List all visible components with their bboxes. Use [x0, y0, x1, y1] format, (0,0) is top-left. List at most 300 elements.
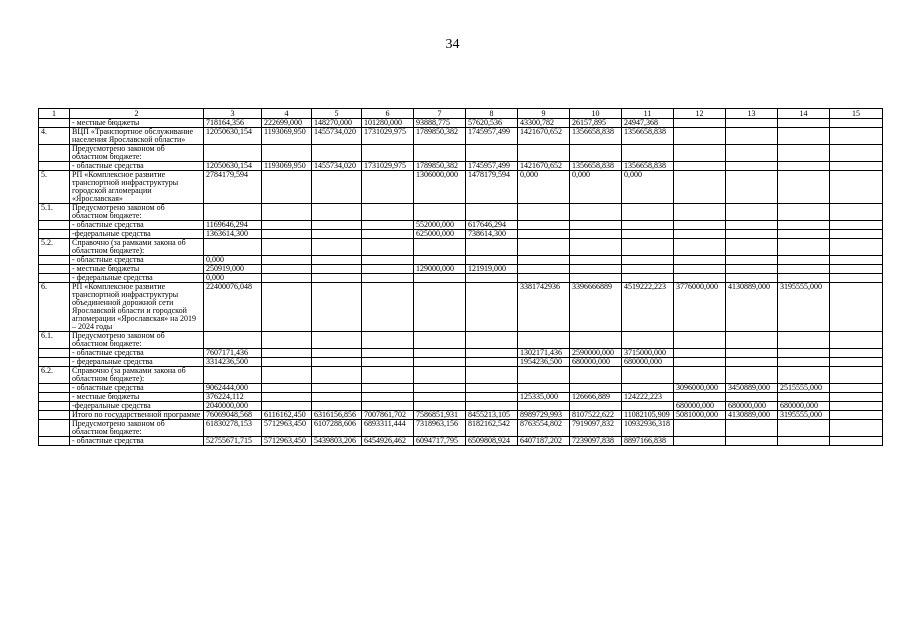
value-cell — [518, 145, 570, 162]
value-cell — [262, 256, 312, 265]
value-cell — [414, 274, 466, 283]
column-number-cell: 13 — [726, 109, 778, 119]
value-cell — [778, 171, 830, 204]
value-cell — [262, 274, 312, 283]
value-cell — [778, 204, 830, 221]
value-cell: 10932936,318 — [622, 420, 674, 437]
value-cell: 125335,000 — [518, 393, 570, 402]
value-cell — [622, 367, 674, 384]
value-cell: 4519222,223 — [622, 283, 674, 332]
value-cell — [674, 145, 726, 162]
value-cell — [414, 384, 466, 393]
value-cell — [312, 204, 362, 221]
table-row — [39, 283, 883, 332]
value-cell: 1302171,436 — [518, 349, 570, 358]
column-number-cell: 9 — [518, 109, 570, 119]
column-number-cell: 14 — [778, 109, 830, 119]
value-cell: 2040000,000 — [204, 402, 262, 411]
value-cell — [726, 239, 778, 256]
value-cell: 7919097,832 — [570, 420, 622, 437]
value-cell — [262, 358, 312, 367]
value-cell — [262, 221, 312, 230]
value-cell — [674, 171, 726, 204]
value-cell — [778, 145, 830, 162]
value-cell — [622, 230, 674, 239]
value-cell — [726, 171, 778, 204]
value-cell: 0,000 — [622, 171, 674, 204]
value-cell — [726, 221, 778, 230]
table-row — [39, 437, 883, 446]
row-label-cell: Предусмотрено законом об областном бюджете: — [70, 145, 204, 162]
value-cell: 129000,000 — [414, 265, 466, 274]
value-cell: 738614,300 — [466, 230, 518, 239]
value-cell — [570, 402, 622, 411]
row-number-cell — [39, 162, 70, 171]
value-cell: 1421670,652 — [518, 128, 570, 145]
value-cell: 1455734,020 — [312, 128, 362, 145]
value-cell: 2784179,594 — [204, 171, 262, 204]
value-cell: 3381742936 — [518, 283, 570, 332]
row-label-cell: - местные бюджеты — [70, 265, 204, 274]
row-number-cell: 6.2. — [39, 367, 70, 384]
value-cell — [622, 402, 674, 411]
table-row — [39, 204, 883, 221]
value-cell — [312, 332, 362, 349]
value-cell — [414, 349, 466, 358]
value-cell: 8897166,838 — [622, 437, 674, 446]
value-cell: 3195555,000 — [778, 283, 830, 332]
value-cell — [362, 239, 414, 256]
value-cell: 11082105,909 — [622, 411, 674, 420]
value-cell — [312, 393, 362, 402]
value-cell — [778, 128, 830, 145]
value-cell — [622, 384, 674, 393]
value-cell — [466, 393, 518, 402]
value-cell — [262, 265, 312, 274]
value-cell — [778, 265, 830, 274]
value-cell: 376224,112 — [204, 393, 262, 402]
value-cell: 1356658,838 — [622, 128, 674, 145]
row-number-cell — [39, 358, 70, 367]
value-cell: 2590000,000 — [570, 349, 622, 358]
value-cell — [312, 283, 362, 332]
value-cell — [414, 145, 466, 162]
value-cell — [414, 239, 466, 256]
row-number-cell: 5. — [39, 171, 70, 204]
value-cell — [262, 145, 312, 162]
value-cell — [362, 145, 414, 162]
value-cell — [830, 171, 883, 204]
value-cell — [204, 204, 262, 221]
value-cell — [466, 332, 518, 349]
value-cell: 1478179,594 — [466, 171, 518, 204]
value-cell — [830, 283, 883, 332]
row-label-cell: - областные средства — [70, 221, 204, 230]
value-cell: 8763554,802 — [518, 420, 570, 437]
value-cell: 57620,536 — [466, 119, 518, 128]
table-row — [39, 256, 883, 265]
value-cell — [262, 230, 312, 239]
value-cell — [518, 256, 570, 265]
value-cell — [830, 119, 883, 128]
value-cell — [518, 274, 570, 283]
value-cell — [778, 420, 830, 437]
value-cell — [414, 402, 466, 411]
value-cell — [830, 265, 883, 274]
value-cell — [726, 162, 778, 171]
value-cell: 6509808,924 — [466, 437, 518, 446]
column-number-cell: 7 — [414, 109, 466, 119]
column-number-cell: 6 — [362, 109, 414, 119]
value-cell: 4130889,000 — [726, 283, 778, 332]
value-cell — [778, 274, 830, 283]
value-cell: 7586851,931 — [414, 411, 466, 420]
value-cell — [778, 256, 830, 265]
value-cell — [414, 358, 466, 367]
value-cell: 0,000 — [204, 256, 262, 265]
value-cell — [362, 402, 414, 411]
value-cell: 617646,294 — [466, 221, 518, 230]
value-cell — [466, 384, 518, 393]
column-number-cell: 8 — [466, 109, 518, 119]
row-label-cell: - областные средства — [70, 162, 204, 171]
row-number-cell — [39, 437, 70, 446]
value-cell: 93888,775 — [414, 119, 466, 128]
value-cell — [726, 349, 778, 358]
value-cell — [362, 265, 414, 274]
value-cell: 0,000 — [570, 171, 622, 204]
row-label-cell: - местные бюджеты — [70, 393, 204, 402]
value-cell — [312, 256, 362, 265]
value-cell: 552000,000 — [414, 221, 466, 230]
value-cell — [262, 393, 312, 402]
value-cell: 7007861,702 — [362, 411, 414, 420]
row-number-cell — [39, 393, 70, 402]
value-cell: 1193069,950 — [262, 162, 312, 171]
table-row — [39, 358, 883, 367]
value-cell — [312, 171, 362, 204]
table-row — [39, 128, 883, 145]
page-number: 34 — [445, 37, 460, 52]
value-cell — [830, 349, 883, 358]
value-cell — [414, 332, 466, 349]
value-cell — [778, 437, 830, 446]
value-cell — [262, 283, 312, 332]
column-number-cell: 15 — [830, 109, 883, 119]
value-cell — [726, 256, 778, 265]
table-row — [39, 384, 883, 393]
value-cell: 1193069,950 — [262, 128, 312, 145]
column-number-cell: 12 — [674, 109, 726, 119]
value-cell — [414, 256, 466, 265]
value-cell: 4130889,000 — [726, 411, 778, 420]
value-cell: 680000,000 — [674, 402, 726, 411]
value-cell: 5081000,000 — [674, 411, 726, 420]
value-cell: 1731029,975 — [362, 162, 414, 171]
value-cell — [466, 402, 518, 411]
budget-table — [38, 108, 883, 446]
row-number-cell: 5.2. — [39, 239, 70, 256]
value-cell — [778, 367, 830, 384]
value-cell: 121919,000 — [466, 265, 518, 274]
table-row — [39, 162, 883, 171]
value-cell — [362, 393, 414, 402]
value-cell: 6893311,444 — [362, 420, 414, 437]
value-cell: 2515555,000 — [778, 384, 830, 393]
value-cell — [830, 384, 883, 393]
value-cell — [204, 145, 262, 162]
row-label-cell: Справочно (за рамками закона об областном бюджете): — [70, 239, 204, 256]
value-cell — [622, 221, 674, 230]
table-row — [39, 349, 883, 358]
row-number-cell — [39, 420, 70, 437]
value-cell — [830, 402, 883, 411]
value-cell: 24947,368 — [622, 119, 674, 128]
row-number-cell — [39, 402, 70, 411]
row-label-cell: -федеральные средства — [70, 402, 204, 411]
value-cell — [570, 274, 622, 283]
value-cell: 0,000 — [204, 274, 262, 283]
value-cell — [570, 256, 622, 265]
value-cell — [674, 332, 726, 349]
value-cell — [518, 204, 570, 221]
value-cell — [570, 230, 622, 239]
value-cell — [312, 221, 362, 230]
row-number-cell — [39, 119, 70, 128]
table-row — [39, 119, 883, 128]
row-label-cell: Предусмотрено законом об областном бюджете: — [70, 332, 204, 349]
value-cell — [362, 171, 414, 204]
value-cell — [518, 402, 570, 411]
row-label-cell: - федеральные средства — [70, 358, 204, 367]
value-cell — [466, 358, 518, 367]
value-cell: 3195555,000 — [778, 411, 830, 420]
value-cell — [312, 265, 362, 274]
value-cell — [726, 358, 778, 367]
value-cell — [312, 145, 362, 162]
value-cell — [622, 145, 674, 162]
value-cell: 8182162,542 — [466, 420, 518, 437]
row-number-cell: 5.1. — [39, 204, 70, 221]
column-number-cell: 3 — [204, 109, 262, 119]
value-cell: 3715000,000 — [622, 349, 674, 358]
value-cell — [830, 332, 883, 349]
value-cell: 8107522,622 — [570, 411, 622, 420]
value-cell: 222699,000 — [262, 119, 312, 128]
value-cell — [204, 367, 262, 384]
row-label-cell: - областные средства — [70, 256, 204, 265]
column-number-cell: 2 — [70, 109, 204, 119]
value-cell: 680000,000 — [778, 402, 830, 411]
value-cell: 3396666889 — [570, 283, 622, 332]
value-cell — [674, 367, 726, 384]
row-label-cell: Итого по государственной программе — [70, 411, 204, 420]
value-cell — [312, 230, 362, 239]
value-cell — [674, 349, 726, 358]
value-cell — [262, 384, 312, 393]
value-cell — [830, 204, 883, 221]
row-number-cell — [39, 274, 70, 283]
value-cell: 52755671,715 — [204, 437, 262, 446]
value-cell — [262, 171, 312, 204]
value-cell — [312, 358, 362, 367]
value-cell — [830, 145, 883, 162]
table-row — [39, 230, 883, 239]
value-cell: 1745957,499 — [466, 162, 518, 171]
value-cell — [570, 221, 622, 230]
value-cell: 9062444,000 — [204, 384, 262, 393]
value-cell: 6107288,606 — [312, 420, 362, 437]
value-cell: 7318963,156 — [414, 420, 466, 437]
value-cell: 1421670,652 — [518, 162, 570, 171]
value-cell — [262, 367, 312, 384]
value-cell — [726, 145, 778, 162]
value-cell: 12050630,154 — [204, 128, 262, 145]
value-cell — [674, 274, 726, 283]
value-cell — [778, 239, 830, 256]
value-cell — [262, 204, 312, 221]
value-cell: 680000,000 — [726, 402, 778, 411]
row-label-cell: - местные бюджеты — [70, 119, 204, 128]
value-cell — [778, 332, 830, 349]
value-cell — [570, 265, 622, 274]
row-label-cell: Справочно (за рамками закона об областном бюджете): — [70, 367, 204, 384]
value-cell: 43300,782 — [518, 119, 570, 128]
value-cell — [362, 274, 414, 283]
column-number-cell: 5 — [312, 109, 362, 119]
value-cell — [830, 420, 883, 437]
table-row — [39, 274, 883, 283]
value-cell: 3450889,000 — [726, 384, 778, 393]
table-row — [39, 402, 883, 411]
value-cell — [204, 239, 262, 256]
value-cell — [414, 367, 466, 384]
row-label-cell: -федеральные средства — [70, 230, 204, 239]
value-cell — [674, 358, 726, 367]
value-cell — [414, 283, 466, 332]
value-cell — [830, 358, 883, 367]
value-cell — [312, 274, 362, 283]
header-row — [39, 109, 883, 119]
value-cell — [312, 239, 362, 256]
value-cell — [778, 162, 830, 171]
value-cell — [830, 230, 883, 239]
value-cell: 26157,895 — [570, 119, 622, 128]
value-cell — [362, 221, 414, 230]
value-cell — [830, 221, 883, 230]
value-cell — [778, 230, 830, 239]
row-number-cell — [39, 349, 70, 358]
value-cell — [830, 393, 883, 402]
value-cell — [362, 283, 414, 332]
value-cell: 7607171,436 — [204, 349, 262, 358]
value-cell — [570, 367, 622, 384]
value-cell — [362, 358, 414, 367]
value-cell — [726, 230, 778, 239]
table-row — [39, 171, 883, 204]
row-label-cell: ВЦП «Транспортное обслуживание населения Ярославской области» — [70, 128, 204, 145]
value-cell — [726, 119, 778, 128]
value-cell: 5712963,450 — [262, 420, 312, 437]
column-number-cell: 4 — [262, 109, 312, 119]
value-cell — [262, 239, 312, 256]
value-cell — [674, 420, 726, 437]
value-cell — [726, 128, 778, 145]
value-cell — [674, 221, 726, 230]
value-cell — [362, 204, 414, 221]
row-label-cell: - областные средства — [70, 384, 204, 393]
table-row — [39, 145, 883, 162]
value-cell — [830, 411, 883, 420]
value-cell: 1455734,020 — [312, 162, 362, 171]
table-row — [39, 393, 883, 402]
value-cell — [362, 332, 414, 349]
value-cell: 625000,000 — [414, 230, 466, 239]
value-cell: 12050630,154 — [204, 162, 262, 171]
value-cell — [674, 204, 726, 221]
row-number-cell: 4. — [39, 128, 70, 145]
value-cell: 1169646,294 — [204, 221, 262, 230]
value-cell — [362, 367, 414, 384]
value-cell — [570, 332, 622, 349]
value-cell — [830, 367, 883, 384]
value-cell: 1306000,000 — [414, 171, 466, 204]
value-cell: 7239097,838 — [570, 437, 622, 446]
value-cell: 8989729,993 — [518, 411, 570, 420]
value-cell — [674, 119, 726, 128]
value-cell: 1363614,300 — [204, 230, 262, 239]
table-body — [39, 109, 883, 446]
value-cell — [204, 332, 262, 349]
value-cell — [726, 204, 778, 221]
value-cell — [466, 274, 518, 283]
value-cell: 0,000 — [518, 171, 570, 204]
value-cell — [726, 265, 778, 274]
row-label-cell: РП «Комплексное развитие транспортной инфраструктуры объединенной дорожной сети Ярославской области и городской агломерации «Ярославская» на 2019 – 2024 годы — [70, 283, 204, 332]
value-cell — [414, 204, 466, 221]
value-cell — [518, 367, 570, 384]
value-cell — [518, 332, 570, 349]
value-cell — [518, 239, 570, 256]
value-cell: 5712963,450 — [262, 437, 312, 446]
value-cell — [726, 367, 778, 384]
value-cell — [778, 119, 830, 128]
row-number-cell — [39, 256, 70, 265]
value-cell — [674, 162, 726, 171]
row-label-cell: - федеральные средства — [70, 274, 204, 283]
value-cell: 680000,000 — [570, 358, 622, 367]
table-row — [39, 420, 883, 437]
value-cell — [570, 204, 622, 221]
value-cell: 61830278,153 — [204, 420, 262, 437]
value-cell — [466, 239, 518, 256]
column-number-cell: 1 — [39, 109, 70, 119]
column-number-cell: 11 — [622, 109, 674, 119]
value-cell: 3096000,000 — [674, 384, 726, 393]
value-cell: 1789850,382 — [414, 128, 466, 145]
row-number-cell — [39, 145, 70, 162]
value-cell: 1356658,838 — [622, 162, 674, 171]
value-cell — [362, 349, 414, 358]
row-label-cell: Предусмотрено законом об областном бюджете: — [70, 204, 204, 221]
value-cell: 1745957,499 — [466, 128, 518, 145]
value-cell — [518, 265, 570, 274]
value-cell: 22400076,048 — [204, 283, 262, 332]
row-number-cell — [39, 221, 70, 230]
value-cell — [466, 256, 518, 265]
value-cell — [570, 384, 622, 393]
value-cell — [726, 437, 778, 446]
